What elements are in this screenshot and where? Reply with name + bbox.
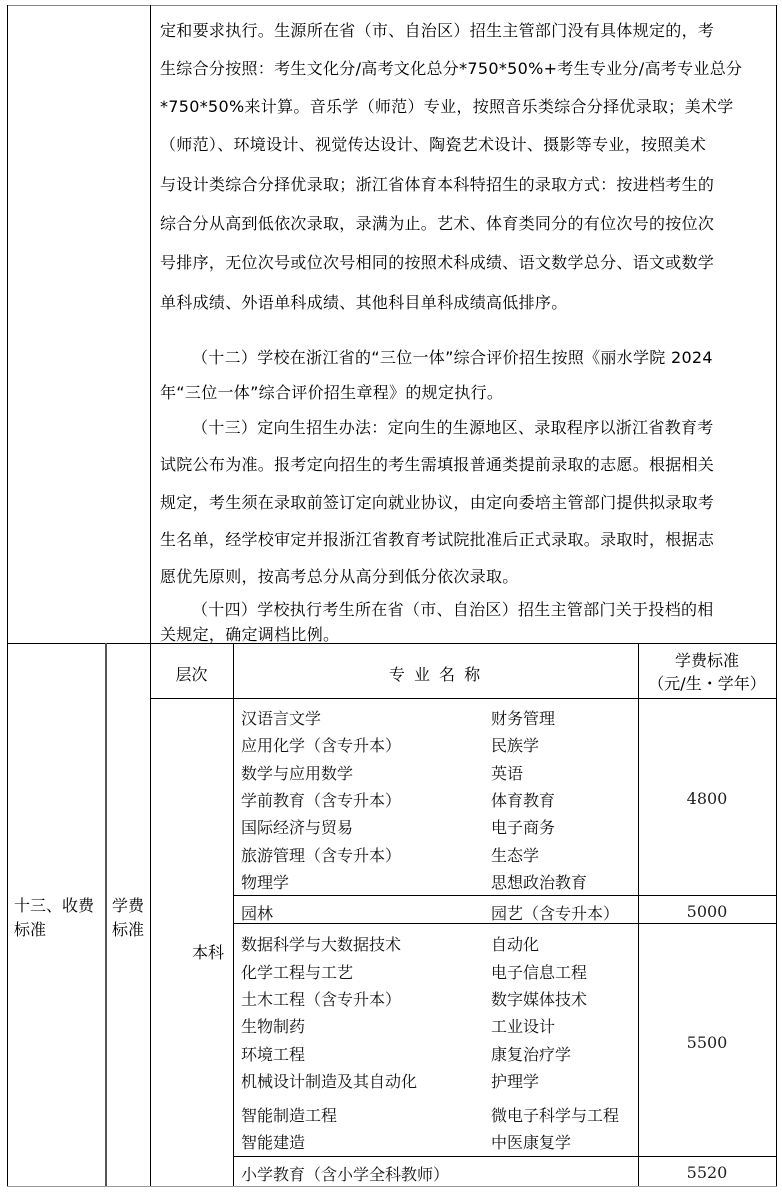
rules-line: 单科成绩、外语单科成绩、其他科目单科成绩高低排序。 <box>160 293 568 312</box>
major-item: 工业设计 <box>491 1017 556 1036</box>
item-12-line: 年“三位一体”综合评价招生章程》的规定执行。 <box>160 383 504 402</box>
major-item: 园林 <box>241 904 274 923</box>
header-level: 层次 <box>175 665 208 684</box>
major-item: 智能制造工程 <box>241 1106 338 1125</box>
rules-line: *750*50%来计算。音乐学（师范）专业，按照音乐类综合分择优录取；美术学 <box>160 97 734 116</box>
rules-line: 定和要求执行。生源所在省（市、自治区）招生主管部门没有具体规定的，考 <box>160 21 715 40</box>
header-fee <box>638 649 776 695</box>
item-13-line: 生名单，经学校审定并报浙江省教育考试院批准后正式录取。录取时，根据志 <box>160 530 715 549</box>
major-item: 电子商务 <box>491 818 556 837</box>
item-14-line: 关规定，确定调档比例。 <box>160 625 340 644</box>
major-item: 土木工程（含专升本） <box>241 990 402 1009</box>
major-item: 体育教育 <box>491 791 556 810</box>
fee-value: 5520 <box>686 1163 728 1182</box>
major-item: 数字媒体技术 <box>491 990 588 1009</box>
major-item: 国际经济与贸易 <box>241 818 354 837</box>
major-item: 园艺（含专升本） <box>491 904 620 923</box>
major-item: 数学与应用数学 <box>241 764 354 783</box>
rules-line: 综合分从高到低依次录取，录满为止。艺术、体育类同分的有位次号的按位次 <box>160 214 715 233</box>
item-13-line: 愿优先原则，按高考总分从高分到低分依次录取。 <box>160 567 519 586</box>
major-item: 生物制药 <box>241 1017 306 1036</box>
rules-line: （师范）、环境设计、视觉传达设计、陶瓷艺术设计、摄影等专业，按照美术 <box>160 135 707 154</box>
item-13-line: 规定，考生须在录取前签订定向就业协议，由定向委培主管部门提供拟录取考 <box>160 493 715 512</box>
major-item: 民族学 <box>491 736 540 755</box>
major-item: 物理学 <box>241 873 290 892</box>
major-item: 环境工程 <box>241 1045 306 1064</box>
header-fee-line: 学费标准 <box>674 651 739 670</box>
item-13-line: 试院公布为准。报考定向招生的考生需填报普通类提前录取的志愿。根据相关 <box>160 455 715 474</box>
header-major-name: 专 业 名 称 <box>388 665 483 684</box>
rules-line: 与设计类综合分择优录取；浙江省体育本科特招生的录取方式：按进档考生的 <box>160 175 715 194</box>
major-item: 化学工程与工艺 <box>241 963 354 982</box>
major-item: 生态学 <box>491 846 540 865</box>
fee-value: 4800 <box>686 789 728 808</box>
item-13-line: （十三）定向生招生办法：定向生的生源地区、录取程序以浙江省教育考 <box>192 418 714 437</box>
header-fee-line: （元/生・学年） <box>648 674 766 693</box>
major-item: 英语 <box>491 764 524 783</box>
item-14-line: （十四）学校执行考生所在省（市、自治区）招生主管部门关于投档的相 <box>192 600 714 619</box>
major-item: 机械设计制造及其自动化 <box>241 1072 418 1091</box>
major-item: 康复治疗学 <box>491 1045 572 1064</box>
major-item: 学前教育（含专升本） <box>241 791 402 810</box>
rules-line: 生综合分按照：考生文化分/高考文化总分*750*50%+考生专业分/高考专业总分 <box>160 59 743 78</box>
major-item: 自动化 <box>491 935 540 954</box>
sub-label-line: 学费 <box>112 896 145 915</box>
rules-line: 号排序，无位次号或位次号相同的按照术科成绩、语文数学总分、语文或数学 <box>160 253 715 272</box>
major-item: 小学教育（含小学全科教师） <box>241 1165 450 1184</box>
section-label-line: 标准 <box>14 920 47 939</box>
level-value: 本科 <box>192 943 225 962</box>
major-item: 旅游管理（含专升本） <box>241 846 402 865</box>
fee-value: 5000 <box>686 902 728 921</box>
sub-label-line: 标准 <box>112 920 145 939</box>
major-item: 电子信息工程 <box>491 963 588 982</box>
major-item: 应用化学（含专升本） <box>241 736 402 755</box>
major-item: 数据科学与大数据技术 <box>241 935 402 954</box>
major-item: 微电子科学与工程 <box>491 1106 620 1125</box>
major-item: 护理学 <box>491 1072 540 1091</box>
item-12-line: （十二）学校在浙江省的“三位一体”综合评价招生按照《丽水学院 2024 <box>192 348 713 367</box>
major-item: 财务管理 <box>491 709 556 728</box>
section-label <box>14 894 94 942</box>
major-item: 思想政治教育 <box>491 873 588 892</box>
section-label-line: 十三、收费 <box>14 896 95 915</box>
major-item: 中医康复学 <box>491 1133 572 1152</box>
sub-label <box>112 894 144 942</box>
fee-value: 5500 <box>686 1033 728 1052</box>
major-item: 智能建造 <box>241 1133 306 1152</box>
major-item: 汉语言文学 <box>241 709 322 728</box>
